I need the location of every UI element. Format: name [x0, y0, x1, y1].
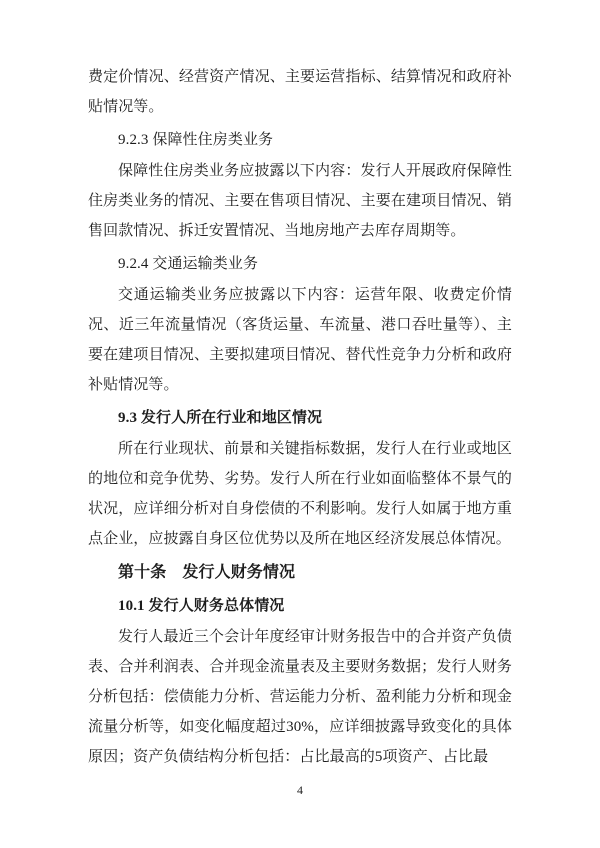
paragraph-affordable-housing: 保障性住房类业务应披露以下内容：发行人开展政府保障性住房类业务的情况、主要在售项目情况、主要在建项目情况、销售回款情况、拆迁安置情况、当地房地产去库存周期等。 [88, 163, 512, 239]
chapter-heading-article-10: 第十条 发行人财务情况 [118, 564, 296, 581]
paragraph-transportation: 交通运输类业务应披露以下内容：运营年限、收费定价情况、近三年流量情况（客货运量、车流量、港口吞吐量等）、主要在建项目情况、主要拟建项目情况、替代性竞争力分析和政府补贴情况等。 [88, 287, 512, 393]
section-heading-9-2-4: 9.2.4 交通运输类业务 [118, 256, 259, 272]
section-heading-9-3: 9.3 发行人所在行业和地区情况 [118, 410, 323, 426]
section-heading-9-2-3: 9.2.3 保障性住房类业务 [118, 132, 274, 148]
page-number: 4 [297, 783, 303, 797]
paragraph-fee-pricing-continuation: 费定价情况、经营资产情况、主要运营指标、结算情况和政府补贴情况等。 [88, 69, 512, 115]
section-heading-10-1: 10.1 发行人财务总体情况 [118, 598, 285, 614]
page-content [88, 62, 512, 772]
paragraph-issuer-financials: 发行人最近三个会计年度经审计财务报告中的合并资产负债表、合并利润表、合并现金流量表及主要财务数据；发行人财务分析包括：偿债能力分析、营运能力分析、盈利能力分析和现金流量分析等，如变化幅度超过30%，应详细披露导致变化的具体原因；资产负债结构分析包括：占比最高的5项资产、占比最 [88, 629, 512, 765]
paragraph-industry-region: 所在行业现状、前景和关键指标数据，发行人在行业或地区的地位和竞争优势、劣势。发行人所在行业如面临整体不景气的状况，应详细分析对自身偿债的不利影响。发行人如属于地方重点企业，应披露自身区位优势以及所在地区经济发展总体情况。 [88, 441, 512, 547]
